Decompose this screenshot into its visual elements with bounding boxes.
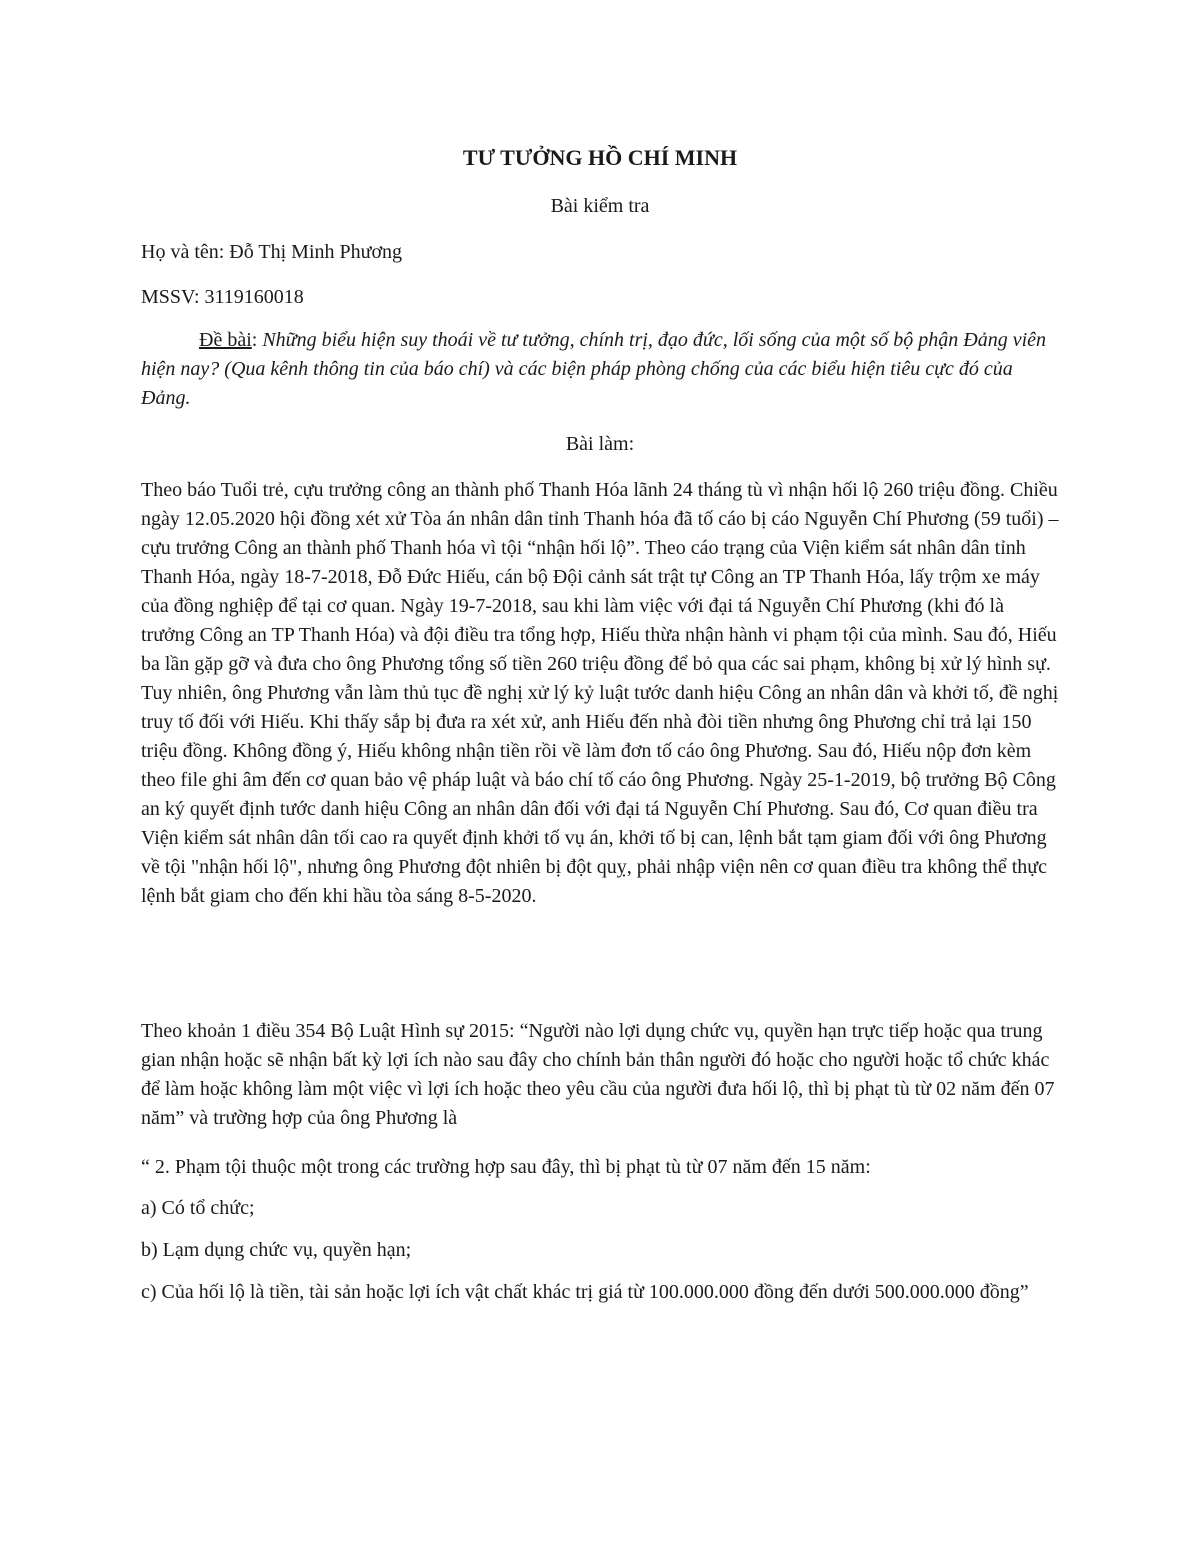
document-title: TƯ TƯỞNG HỒ CHÍ MINH [462, 145, 738, 170]
document-subtitle: Bài kiểm tra [550, 195, 650, 217]
body-paragraph-2: Theo khoản 1 điều 354 Bộ Luật Hình sự 2015: “Người nào lợi dụng chức vụ, quyền hạn trực tiếp hoặc qua trung gian nhận hoặc sẽ nhận bất kỳ lợi ích nào sau đây cho chính bản thân người đó hoặc cho người hoặc tổ chức khác để làm hoặc không làm một việc vì lợi ích hoặc theo yêu cầu của người đưa hối lộ, thì bị phạt tù từ 02 năm đến 07 năm” và trường hợp của ông Phương là [141, 1020, 1055, 1129]
law-item-c: c) Của hối lộ là tiền, tài sản hoặc lợi ích vật chất khác trị giá từ 100.000.000 đồng đến dưới 500.000.000 đồng” [141, 1281, 1029, 1303]
law-item-b: b) Lạm dụng chức vụ, quyền hạn; [141, 1239, 412, 1261]
student-id-line: MSSV: 3119160018 [141, 286, 304, 308]
student-name-line: Họ và tên: Đỗ Thị Minh Phương [141, 241, 403, 263]
law-clause-2: “ 2. Phạm tội thuộc một trong các trường hợp sau đây, thì bị phạt tù từ 07 năm đến 15 năm: [141, 1156, 871, 1178]
assignment-prompt [141, 326, 1061, 413]
body-paragraph-1: Theo báo Tuổi trẻ, cựu trưởng công an thành phố Thanh Hóa lãnh 24 tháng tù vì nhận hối lộ 260 triệu đồng. Chiều ngày 12.05.2020 hội đồng xét xử Tòa án nhân dân tỉnh Thanh hóa đã tố cáo bị cáo Nguyễn Chí Phương (59 tuổi) – cựu trưởng Công an thành phố Thanh hóa vì tội “nhận hối lộ”. Theo cáo trạng của Viện kiểm sát nhân dân tỉnh Thanh Hóa, ngày 18-7-2018, Đỗ Đức Hiếu, cán bộ Đội cảnh sát trật tự Công an TP Thanh Hóa, lấy trộm xe máy của đồng nghiệp để tại cơ quan. Ngày 19-7-2018, sau khi làm việc với đại tá Nguyễn Chí Phương (khi đó là trưởng Công an TP Thanh Hóa) và đội điều tra tổng hợp, Hiếu thừa nhận hành vi phạm tội của mình. Sau đó, Hiếu ba lần gặp gỡ và đưa cho ông Phương tổng số tiền 260 triệu đồng để bỏ qua các sai phạm, không bị xử lý hình sự. Tuy nhiên, ông Phương vẫn làm thủ tục đề nghị xử lý kỷ luật tước danh hiệu Công an nhân dân và khởi tố, đề nghị truy tố đối với Hiếu. Khi thấy sắp bị đưa ra xét xử, anh Hiếu đến nhà đòi tiền nhưng ông Phương chỉ trả lại 150 triệu đồng. Không đồng ý, Hiếu không nhận tiền rồi về làm đơn tố cáo ông Phương. Sau đó, Hiếu nộp đơn kèm theo file ghi âm đến cơ quan bảo vệ pháp luật và báo chí tố cáo ông Phương. Ngày 25-1-2019, bộ trưởng Bộ Công an ký quyết định tước danh hiệu Công an nhân dân đối với đại tá Nguyễn Chí Phương. Sau đó, Cơ quan điều tra Viện kiểm sát nhân dân tối cao ra quyết định khởi tố vụ án, khởi tố bị can, lệnh bắt tạm giam đối với ông Phương về tội "nhận hối lộ", nhưng ông Phương đột nhiên bị đột quỵ, phải nhập viện nên cơ quan điều tra không thể thực lệnh bắt giam cho đến khi hầu tòa sáng 8-5-2020. [141, 479, 1059, 907]
answer-heading: Bài làm: [565, 433, 635, 455]
prompt-text: Những biểu hiện suy thoái về tư tưởng, chính trị, đạo đức, lối sống của một số bộ phận Đảng viên hiện nay? (Qua kênh thông tin của báo chí) và các biện pháp phòng chống của các biểu hiện tiêu cực đó của Đảng. [141, 329, 1046, 409]
law-item-a: a) Có tổ chức; [141, 1197, 255, 1219]
prompt-label: Đề bài [199, 329, 252, 351]
prompt-colon: : [251, 329, 263, 351]
